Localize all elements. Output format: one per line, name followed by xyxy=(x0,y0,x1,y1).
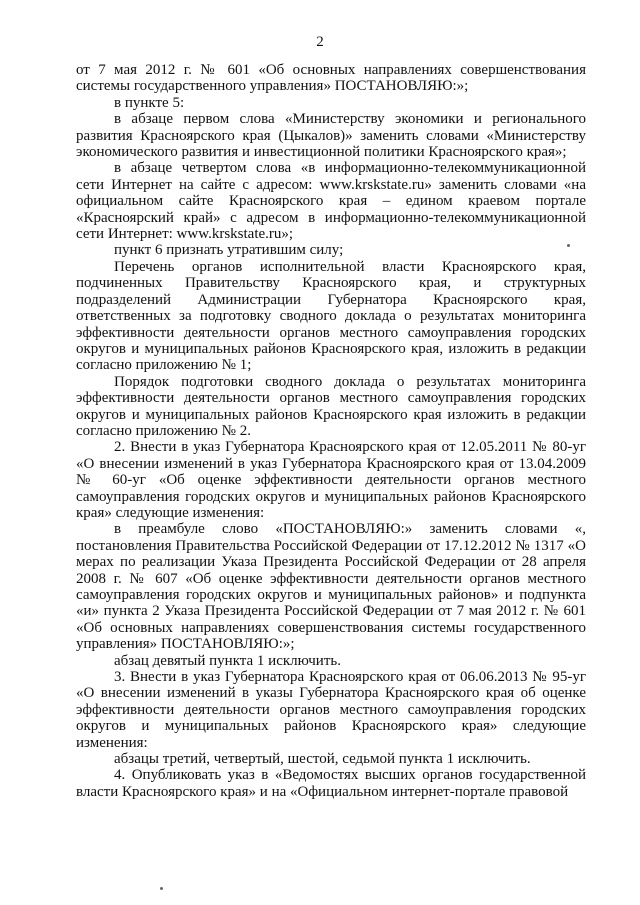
scan-speck xyxy=(160,887,163,890)
paragraph-6: Перечень органов исполнительной власти Красноярского края, подчиненных Правительству Красноярского края, и структурных подразделений Администрации Губернатора Красноярского края, ответственных за подготовку сводного доклада о результатах мониторинга эффективности деятельности органов местного самоуправления городских округов и муниципальных районов Красноярского края, изложить в редакции согласно приложению № 1; xyxy=(76,258,586,374)
paragraph-9: в преамбуле слово «ПОСТАНОВЛЯЮ:» заменить словами «, постановления Правительства Российской Федерации от 17.12.2012 № 1317 «О мерах по реализации Указа Президента Российской Федерации от 28 апреля 2008 г. № 607 «Об оценке эффективности деятельности органов местного самоуправления городских округов и муниципальных районов» и подпункта «и» пункта 2 Указа Президента Российской Федерации от 7 мая 2012 г. № 601 «Об основных направлениях совершенствования системы государственного управления» ПОСТАНОВЛЯЮ:»; xyxy=(76,521,586,653)
paragraph-5: пункт 6 признать утратившим силу; xyxy=(114,242,344,259)
page-number: 2 xyxy=(316,34,324,50)
paragraph-4: в абзаце четвертом слова «в информационно-телекоммуникационной сети Интернет на сайте с адресом: www.krskstate.ru» заменить словами «на официальном сайте Красноярского края – едином краевом портале «Красноярский край» с адресом в информационно-телекоммуникационной сети Интернет: www.krskstate.ru»; xyxy=(76,160,586,243)
paragraph-8: 2. Внести в указ Губернатора Красноярского края от 12.05.2011 № 80-уг «О внесении изменений в указ Губернатора Красноярского края от 13.04.2009 № 60-уг «Об оценке эффективности деятельности органов местного самоуправления городских округов и муниципальных районов Красноярского края» следующие изменения: xyxy=(76,439,586,521)
paragraph-12: абзацы третий, четвертый, шестой, седьмой пункта 1 исключить. xyxy=(114,751,531,768)
paragraph-7: Порядок подготовки сводного доклада о результатах мониторинга эффективности деятельности органов местного самоуправления городских округов и муниципальных районов Красноярского края изложить в редакции согласно приложению № 2. xyxy=(76,373,586,439)
document-body xyxy=(76,62,586,800)
paragraph-13: 4. Опубликовать указ в «Ведомостях высших органов государственной власти Красноярского края» и на «Официальном интернет-портале правовой xyxy=(76,767,586,800)
scan-speck xyxy=(567,244,570,247)
paragraph-2: в пункте 5: xyxy=(114,94,185,111)
paragraph-3: в абзаце первом слова «Министерству экономики и регионального развития Красноярского края (Цыкалов)» заменить словами «Министерству экономического развития и инвестиционной политики Красноярского края»; xyxy=(76,111,586,161)
paragraph-11: 3. Внести в указ Губернатора Красноярского края от 06.06.2013 № 95-уг «О внесении изменений в указы Губернатора Красноярского края об оценке эффективности деятельности органов местного самоуправления городских округов и муниципальных районов Красноярского края» следующие изменения: xyxy=(76,669,586,751)
paragraph-10: абзац девятый пункта 1 исключить. xyxy=(114,652,341,669)
paragraph-1: от 7 мая 2012 г. № 601 «Об основных направлениях совершенствования системы государственного управления» ПОСТАНОВЛЯЮ:»; xyxy=(76,62,586,95)
